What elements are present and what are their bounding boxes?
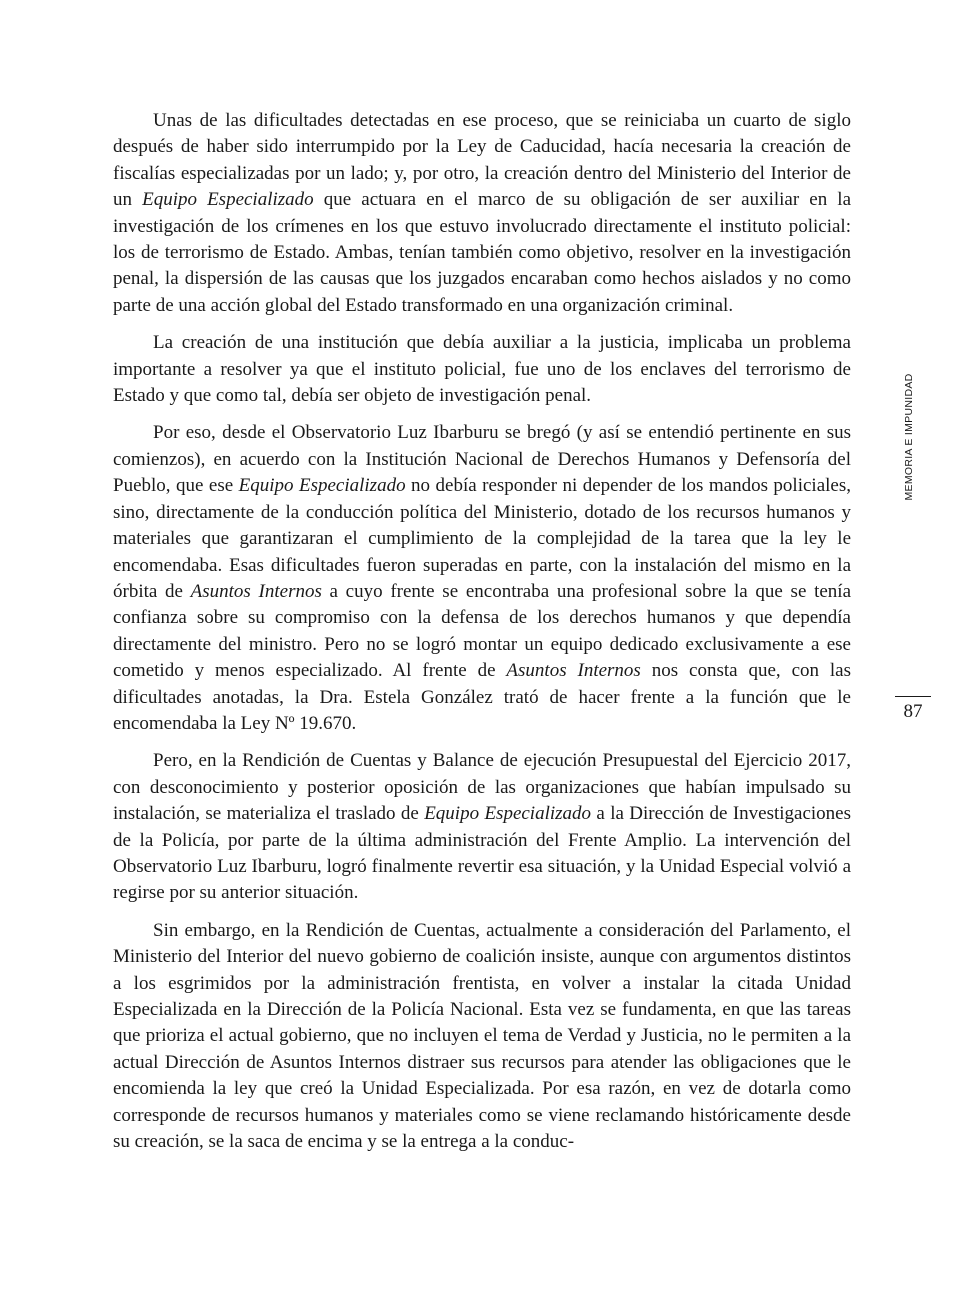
- italic-text: Equipo Especializado: [238, 475, 406, 497]
- page-number: 87: [903, 701, 923, 722]
- body-text: [113, 108, 851, 1166]
- text-segment: a cuyo frente se encontraba una profesional sobre la que se tenía confianza sobre su compromiso con la defensa de los derechos humanos y que dependía directamente del ministro. Pero no se logró montar un equipo dedicado exclusivamente a ese cometido y menos especializado. Al frente de: [113, 580, 851, 682]
- text-segment: Sin embargo, en la Rendición de Cuentas, actualmente a consideración del Parlamento, el Ministerio del Interior del nuevo gobierno de coalición insiste, aunque con argumentos distintos a los esgrimidos por la administración frentista, en volver a instalar la citada Unidad Especializada en la Dirección de la Policía Nacional. Esta vez se fundamenta, en que las tareas que prioriza el actual gobierno, que no incluyen el tema de Verdad y Justicia, no le permiten a la actual Dirección de Asuntos Internos distraer sus recursos para atender las obligaciones que le encomienda la ley que creó la Unidad Especializada. Por esa razón, en vez de dotarla como corresponde de recursos humanos y materiales como se viene reclamando históricamente desde su creación, se la saca de encima y se la entrega a la conduc-: [113, 919, 851, 1153]
- text-segment: Unas de las dificultades detectadas en ese proceso, que se reiniciaba un cuarto de siglo después de haber sido interrumpido por la Ley de Caducidad, hacía necesaria la creación de fiscalías especializadas por un lado; y, por otro, la creación dentro del Ministerio del Interior de un: [113, 110, 851, 211]
- text-segment: La creación de una institución que debía auxiliar a la justicia, implicaba un problema importante a resolver ya que el instituto policial, fue uno de los enclaves del terrorismo de Estado y que como tal, debía ser objeto de investigación penal.: [113, 332, 851, 407]
- paragraph: [113, 420, 851, 737]
- text-segment: Pero, en la Rendición de Cuentas y Balance de ejecución Presupuestal del Ejercicio 2017, con desconocimiento y posterior oposición de las organizaciones que habían impulsado su instalación, se materializa el traslado de: [113, 750, 851, 825]
- italic-text: Equipo Especializado: [424, 803, 592, 825]
- text-segment: no debía responder ni depender de los mandos policiales, sino, directamente de la conducción política del Ministerio, dotado de los recursos humanos y materiales que garantizaran el cumplimiento de la complejidad de la tarea que la ley le encomendaba. Esas dificultades fueron superadas en parte, con la instalación del mismo en la órbita de: [113, 475, 851, 602]
- text-segment: Por eso, desde el Observatorio Luz Ibarburu se bregó (y así se entendió pertinente en sus comienzos), en acuerdo con la Institución Nacional de Derechos Humanos y Defensoría del Pueblo, que ese: [113, 422, 851, 497]
- italic-text: Equipo Especializado: [142, 189, 314, 211]
- paragraph: [113, 748, 851, 906]
- italic-text: Asuntos Internos: [506, 660, 641, 682]
- running-head: MEMORIA E IMPUNIDAD: [903, 373, 915, 501]
- text-segment: que actuara en el marco de su obligación de ser auxiliar en la investigación de los crímenes en los que estuvo involucrado directamente el instituto policial: los de terrorismo de Estado. Ambas, tenían también como objetivo, resolver en la investigación penal, la dispersión de las causas que los juzgados encaraban como hechos aislados y no como parte de una acción global del Estado transformado en una organización criminal.: [113, 189, 852, 316]
- italic-text: Asuntos Internos: [190, 580, 322, 602]
- paragraph: [113, 330, 851, 409]
- folio-rule: [895, 696, 931, 697]
- text-segment: nos consta que, con las dificultades anotadas, la Dra. Estela González trató de hacer frente a la función que le encomendaba la Ley Nº 19.670.: [113, 660, 852, 734]
- text-segment: a la Dirección de Investigaciones de la Policía, por parte de la última administración del Frente Amplio. La intervención del Observatorio Luz Ibarburu, logró finalmente revertir esa situación, y la Unidad Especial volvió a regirse por su anterior situación.: [113, 803, 851, 904]
- paragraph: [113, 918, 851, 1156]
- paragraph: [113, 108, 851, 319]
